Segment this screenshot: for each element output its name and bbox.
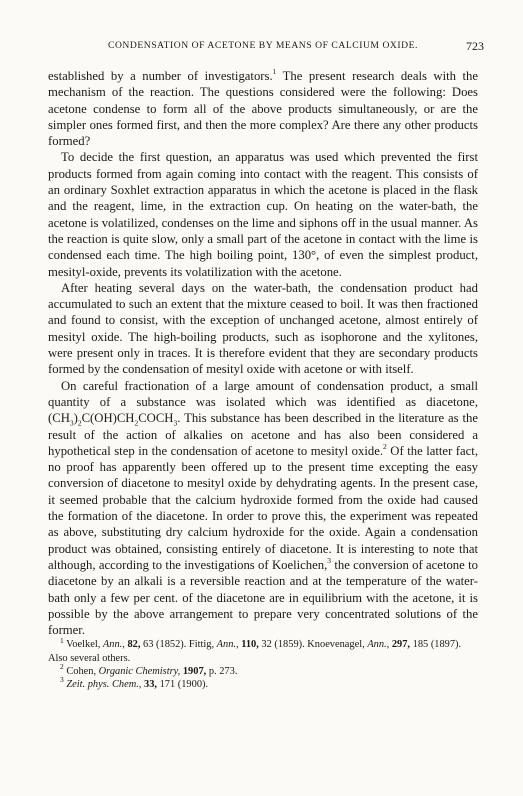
footnote: $^1$ Voelkel, Ann., 82, 63 (1852). Fittig, Ann., 110, 32 (1859). Knoevenagel, Ann., 297, 185 (1897). Also several others. bbox=[48, 635, 462, 664]
footnote-ref: 3 bbox=[327, 556, 332, 566]
running-head bbox=[48, 39, 484, 56]
paragraph: On careful fractionation of a large amount of condensation product, a small quantity of a substance was isolated which was identified as diacetone, $(CH_3)_2C(OH)CH_2COCH_3$. This substance has been described in the literature as the result of the action of alkalies on acetone and has also been considered a hypothetical step in the condensation of acetone to mesityl oxide.$^2$ Of the latter fact, no proof has apparently been offered up to the present time excepting the easy conversion of diacetone to mesityl oxide by dehydrating agents. In the present case, it seemed probable that the calcium hydroxide formed from the oxide had caused the formation of the diacetone. In order to prove this, the experiment was repeated as above, substituting dry calcium hydroxide for the oxide. Again a condensation product was obtained, consisting entirely of diacetone. It is interesting to note that although, according to the investigations of Koelichen,$^3$ the conversion of acetone to diacetone by an alkali is a reversible reaction and at the temperature of the water-bath only a few per cent. of the diacetone are in equilibrium with the acetone, it is possible by the above arrangement to prepare very concentrated solutions of the former. bbox=[48, 378, 478, 638]
paragraph: After heating several days on the water-bath, the condensation product had accumulated to such an extent that the mixture ceased to boil. It was then fractioned and found to consist, with the exception of unchanged acetone, almost entirely of mesityl oxide. The high-boiling products, such as isophorone and the xylitones, were present only in traces. It is therefore evident that they are secondary products formed by the condensation of mesityl oxide with acetone or with itself. bbox=[48, 280, 478, 377]
footnote-ref: 2 bbox=[383, 442, 387, 452]
document-page bbox=[48, 39, 484, 692]
footnote-ref: 1 bbox=[272, 67, 277, 77]
page-number: 723 bbox=[466, 39, 484, 53]
paragraph: To decide the first question, an apparatus was used which prevented the first products formed from again coming into contact with the reagent. This consists of an ordinary Soxhlet extraction apparatus in which the acetone is placed in the flask and the reagent, lime, in the extraction cup. On heating on the water-bath, the acetone is volatilized, condenses on the lime and siphons off in the usual manner. As the reaction is quite slow, only a small part of the acetone in contact with the lime is condensed each time. The high boiling point, 130°, of even the simplest product, mesityl-oxide, prevents its volatilization with the acetone. bbox=[48, 150, 478, 279]
running-head-title: CONDENSATION OF ACETONE BY MEANS OF CALCIUM OXIDE. bbox=[108, 40, 418, 51]
footnote: $^3$ Zeit. phys. Chem., 33, 171 (1900). bbox=[60, 675, 209, 691]
paragraph: established by a number of investigators.$^1$ The present research deals with the mechanism of the reaction. The questions considered were the following: Does acetone condense to form all of the above products simultaneously, or are the simpler ones formed first, and then the more complex? Are there any other products formed? bbox=[48, 67, 479, 149]
footnote: $^2$ Cohen, Organic Chemistry, 1907, p. 273. bbox=[60, 662, 238, 677]
footnotes bbox=[48, 635, 478, 691]
body-text bbox=[48, 68, 478, 638]
